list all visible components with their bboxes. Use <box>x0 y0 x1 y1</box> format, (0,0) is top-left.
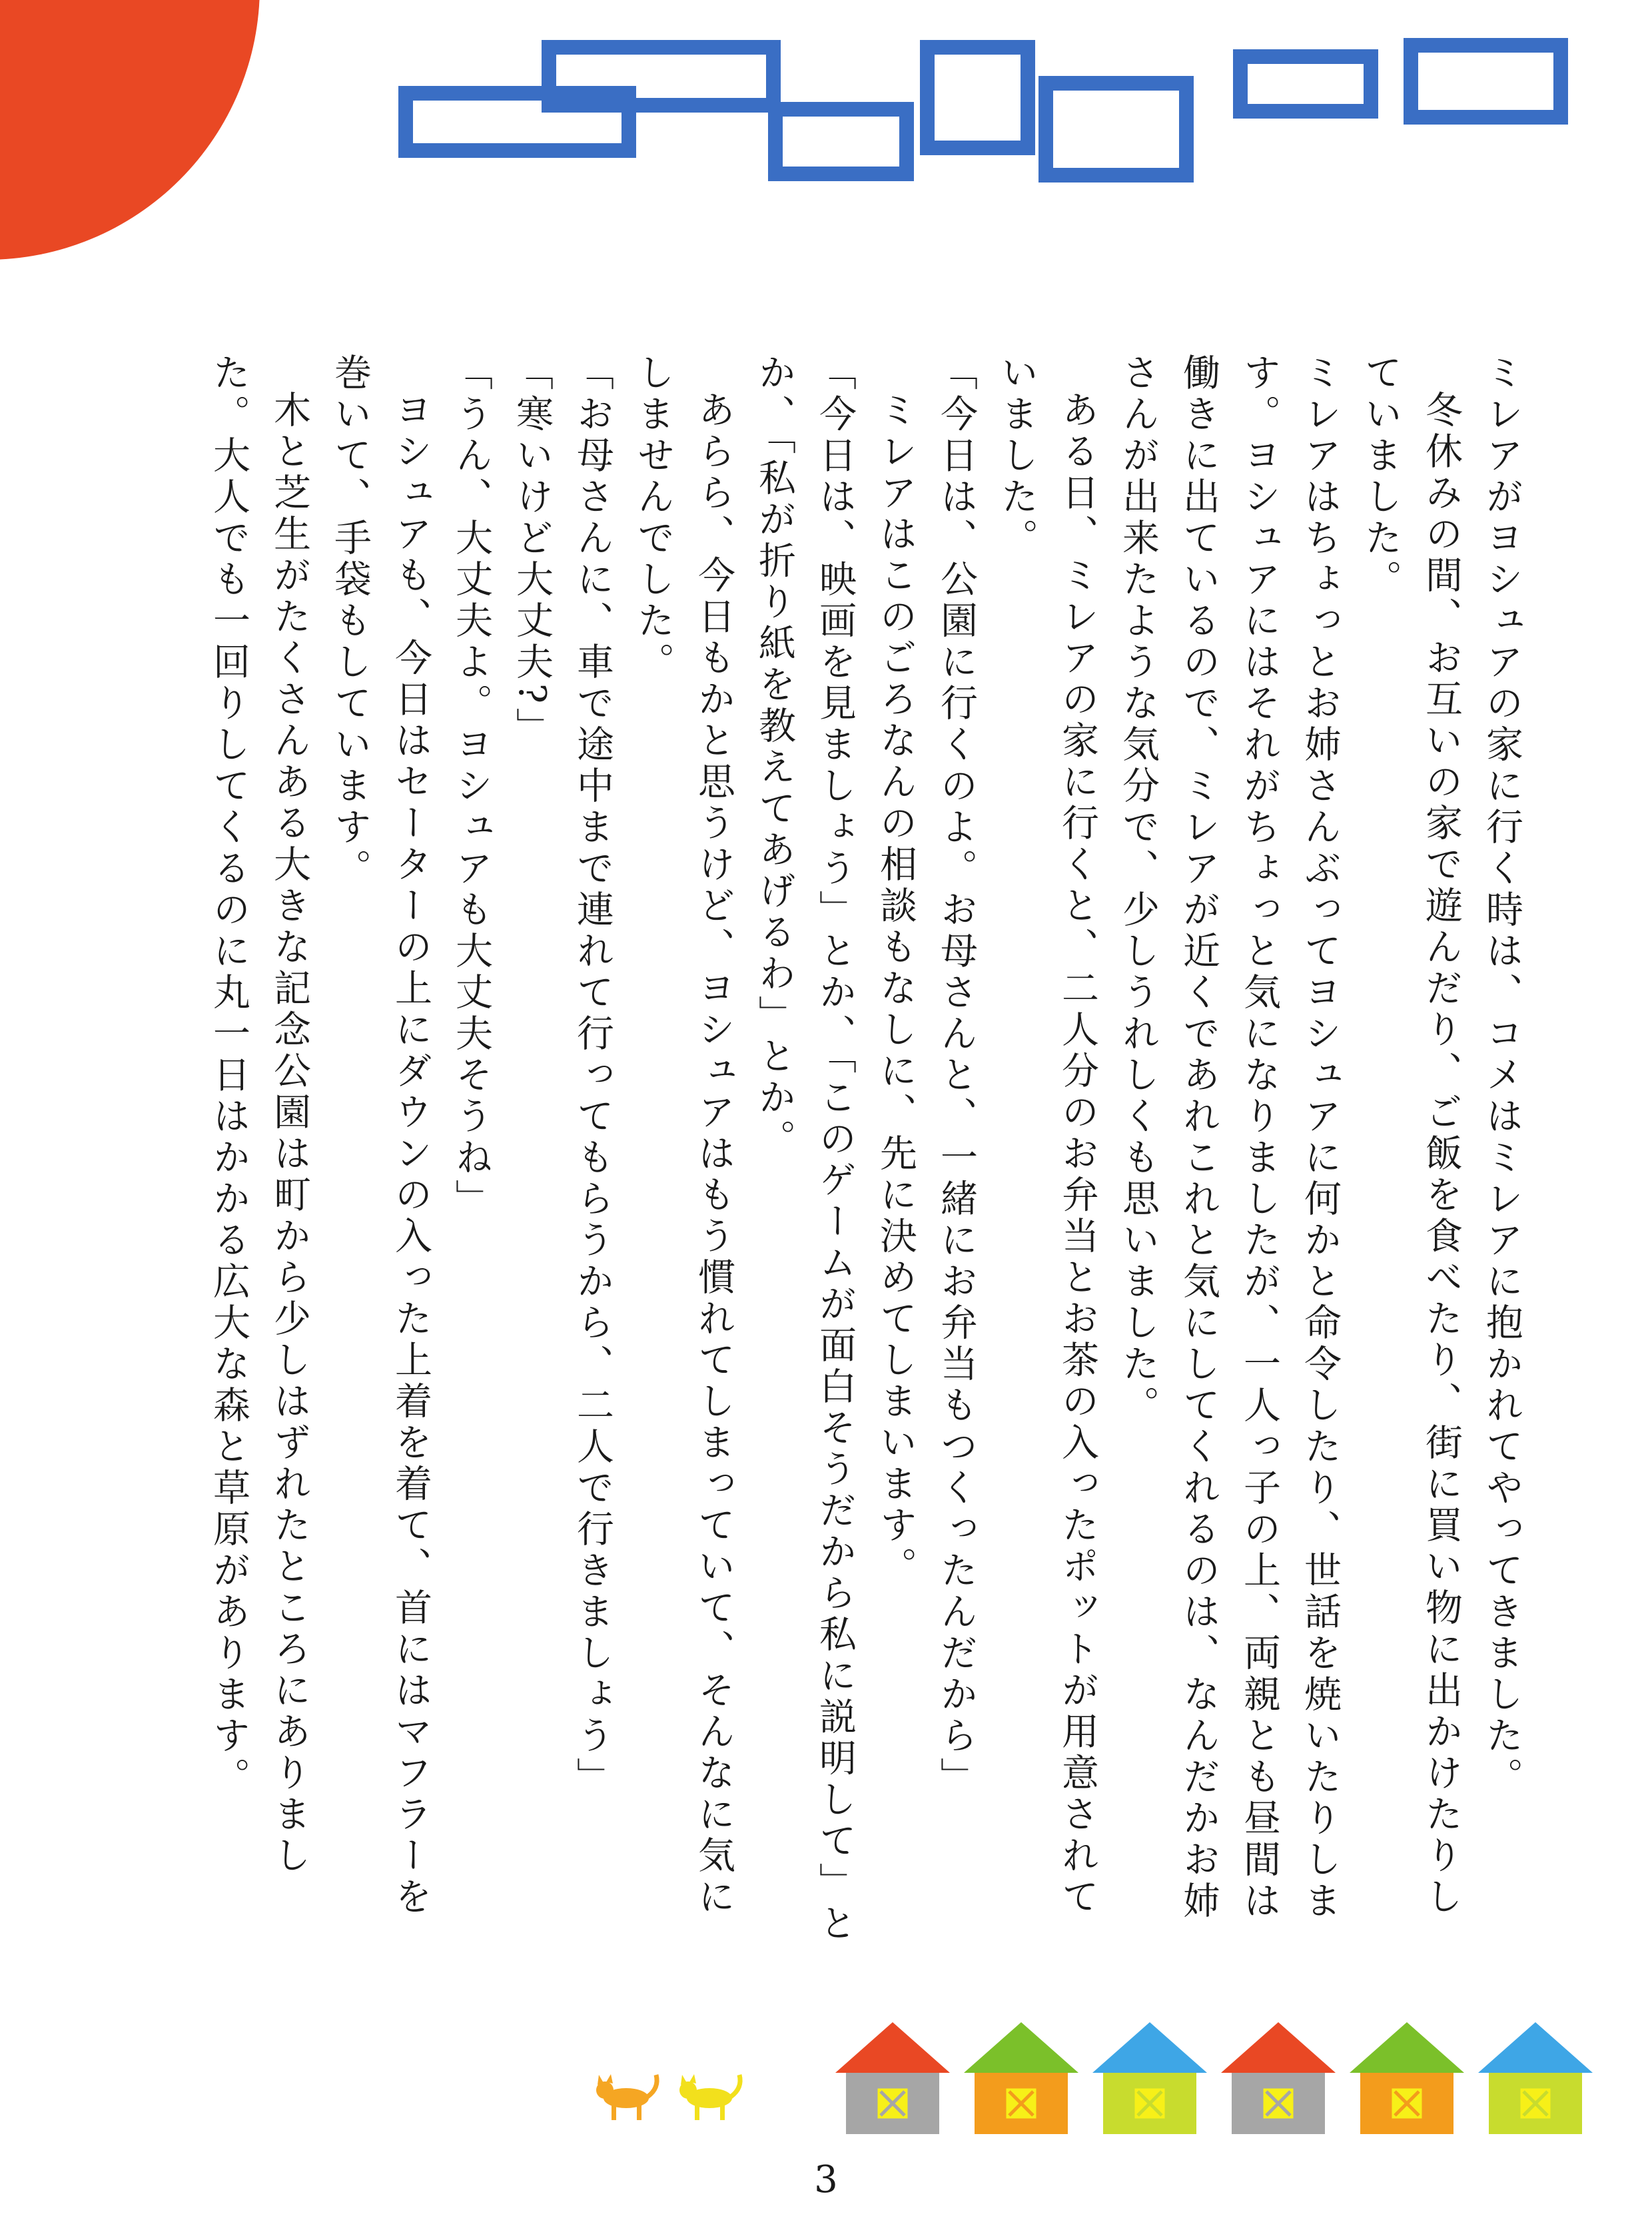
house-icon <box>1350 2022 1464 2134</box>
paragraph: あらら、今日もかと思うけど、ヨシュアはもう慣れてしまっていて、そんなに気にしませんでした。 <box>631 353 735 1918</box>
paragraph: 冬休みの間、お互いの家で遊んだり、ご飯を食べたり、街に買い物に出かけたりしていました。 <box>1359 353 1463 1918</box>
house-icon <box>835 2022 950 2134</box>
paragraph: 「今日は、映画を見ましょう」とか、「このゲームが面白そうだから私に説明して」とか、「私が折り紙を教えてあげるわ」とか。 <box>753 353 857 1945</box>
house-roof <box>964 2022 1078 2073</box>
houses-row <box>835 2022 1593 2134</box>
house-roof <box>1478 2022 1593 2073</box>
paragraph: ヨシュアも、今日はセーターの上にダウンの入った上着を着て、首にはマフラーを巻いて、手袋もしています。 <box>328 353 432 1918</box>
house-icon <box>964 2022 1078 2134</box>
house-roof <box>1350 2022 1464 2073</box>
paragraph: 「うん、大丈夫よ。ヨシュアも大丈夫そうね」 <box>450 353 493 1220</box>
house-icon <box>1092 2022 1207 2134</box>
paragraph: 「今日は、公園に行くのよ。お母さんと、一緒にお弁当もつくったんだから」 <box>935 353 978 1798</box>
house-icon <box>1478 2022 1593 2134</box>
house-roof <box>1221 2022 1336 2073</box>
paragraph: ミレアがヨシュアの家に行く時は、コメはミレアに抱かれてやってきました。 <box>1480 353 1523 1798</box>
paragraph: 「寒いけど大丈夫?」 <box>510 353 554 749</box>
paragraph: ミレアはこのごろなんの相談もなしに、先に決めてしまいます。 <box>874 390 917 1588</box>
paragraph: 「お母さんに、車で途中まで連れて行ってもらうから、二人で行きましょう」 <box>571 353 614 1798</box>
house-roof <box>835 2022 950 2073</box>
paragraph: 木と芝生がたくさんある大きな記念公園は町から少しはずれたところにありました。大人でも一回りしてくるのに丸一日はかかる広大な森と草原があります。 <box>207 353 311 1877</box>
paragraph: ある日、ミレアの家に行くと、二人分のお弁当とお茶の入ったポットが用意されていました。 <box>995 353 1099 1918</box>
paragraph: ミレアはちょっとお姉さんぶってヨシュアに何かと命令したり、世話を焼いたりします。ヨシュアにはそれがちょっと気になりましたが、一人っ子の上、両親とも昼間は働きに出ているので、ミレアが近くであれこれと気にしてくれるのは、なんだかお姉さんが出来たような気分で、少しうれしくも思いました。 <box>1116 353 1342 1922</box>
cat-icon <box>679 2074 740 2120</box>
cat-icon <box>596 2074 657 2120</box>
house-icon <box>1221 2022 1336 2134</box>
house-roof <box>1092 2022 1207 2073</box>
page-number: 3 <box>814 2158 838 2201</box>
